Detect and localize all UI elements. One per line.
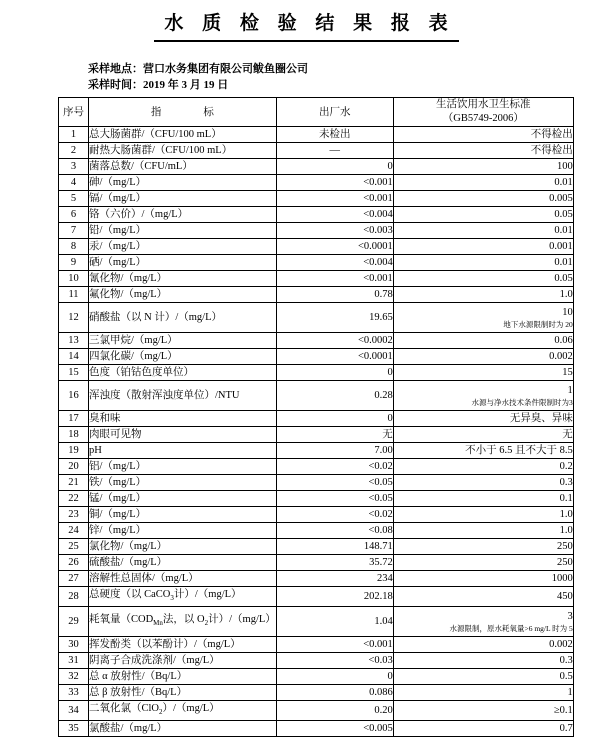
standard-cell: 1 [393, 685, 573, 701]
row-number-cell: 8 [59, 239, 89, 255]
standard-cell: 100 [393, 159, 573, 175]
row-number-cell: 15 [59, 365, 89, 381]
indicator-cell: 硫酸盐/（mg/L） [89, 555, 277, 571]
indicator-cell: 锌/（mg/L） [89, 523, 277, 539]
sampling-time: 采样时间：2019 年 3 月 19 日 [88, 79, 229, 91]
table-row [59, 303, 574, 333]
indicator-cell: 耗氧量（$COD_{Mn}$法，以 $O_2$计）/（mg/L） [89, 607, 277, 637]
standard-cell: 不得检出 [393, 127, 573, 143]
row-number-cell: 4 [59, 175, 89, 191]
table-row [59, 223, 574, 239]
outflow-value-cell: <0.0002 [276, 333, 393, 349]
table-row [59, 523, 574, 539]
standard-cell: 1000 [393, 571, 573, 587]
standard-cell: ≥0.1 [393, 701, 573, 721]
outflow-value-cell: — [276, 143, 393, 159]
header-no: 序号 [59, 98, 89, 127]
table-row [59, 685, 574, 701]
standard-cell: 0.06 [393, 333, 573, 349]
outflow-value-cell: <0.003 [276, 223, 393, 239]
outflow-value-cell: <0.0001 [276, 349, 393, 365]
row-number-cell: 1 [59, 127, 89, 143]
header-indicator: 指 标 [89, 98, 277, 127]
indicator-cell: 菌落总数/（CFU/mL） [89, 159, 277, 175]
indicator-cell: 总 α 放射性/（Bq/L） [89, 669, 277, 685]
row-number-cell: 17 [59, 411, 89, 427]
indicator-cell: 氰化物/（mg/L） [89, 271, 277, 287]
header-outflow: 出厂水 [276, 98, 393, 127]
row-number-cell: 5 [59, 191, 89, 207]
report-title-wrap [0, 8, 613, 42]
row-number-cell: 6 [59, 207, 89, 223]
row-number-cell: 33 [59, 685, 89, 701]
table-row [59, 653, 574, 669]
table-row [59, 555, 574, 571]
standard-cell: 不小于 6.5 且不大于 8.5 [393, 443, 573, 459]
results-table [58, 97, 574, 737]
indicator-cell: 三氯甲烷/（mg/L） [89, 333, 277, 349]
standard-cell: 无异臭、异味 [393, 411, 573, 427]
row-number-cell: 13 [59, 333, 89, 349]
table-row [59, 507, 574, 523]
outflow-value-cell: 0.78 [276, 287, 393, 303]
outflow-value-cell: <0.004 [276, 255, 393, 271]
table-row [59, 607, 574, 637]
outflow-value-cell: 未检出 [276, 127, 393, 143]
indicator-cell: 阴离子合成洗涤剂/（mg/L） [89, 653, 277, 669]
outflow-value-cell: <0.05 [276, 491, 393, 507]
indicator-cell: 硒/（mg/L） [89, 255, 277, 271]
indicator-cell: 肉眼可见物 [89, 427, 277, 443]
table-row [59, 637, 574, 653]
row-number-cell: 21 [59, 475, 89, 491]
indicator-cell: 氯酸盐/（mg/L） [89, 721, 277, 737]
outflow-value-cell: <0.03 [276, 653, 393, 669]
indicator-cell: 砷/（mg/L） [89, 175, 277, 191]
outflow-value-cell: <0.004 [276, 207, 393, 223]
row-number-cell: 7 [59, 223, 89, 239]
standard-cell: 0.1 [393, 491, 573, 507]
table-row [59, 287, 574, 303]
results-table-body [59, 127, 574, 737]
table-row [59, 365, 574, 381]
standard-cell: 0.005 [393, 191, 573, 207]
outflow-value-cell: 0 [276, 411, 393, 427]
row-number-cell: 30 [59, 637, 89, 653]
standard-cell: 0.002 [393, 349, 573, 365]
outflow-value-cell: <0.05 [276, 475, 393, 491]
header-standard-line1: 生活饮用水卫生标准 [436, 99, 531, 110]
standard-cell: 0.01 [393, 255, 573, 271]
standard-cell: 0.5 [393, 669, 573, 685]
outflow-value-cell: 无 [276, 427, 393, 443]
row-number-cell: 35 [59, 721, 89, 737]
outflow-value-cell: 0 [276, 365, 393, 381]
standard-cell: 无 [393, 427, 573, 443]
table-row [59, 143, 574, 159]
standard-cell: 1 水源与净水技术条件限制时为3 [393, 381, 573, 411]
table-row [59, 587, 574, 607]
indicator-cell: 耐热大肠菌群/（CFU/100 mL） [89, 143, 277, 159]
indicator-cell: 铬（六价）/（mg/L） [89, 207, 277, 223]
standard-cell: 1.0 [393, 523, 573, 539]
indicator-cell: 硝酸盐（以 N 计）/（mg/L） [89, 303, 277, 333]
standard-cell: 0.01 [393, 223, 573, 239]
outflow-value-cell: <0.02 [276, 507, 393, 523]
outflow-value-cell: <0.08 [276, 523, 393, 539]
row-number-cell: 20 [59, 459, 89, 475]
table-row [59, 701, 574, 721]
row-number-cell: 11 [59, 287, 89, 303]
standard-cell: 1.0 [393, 507, 573, 523]
row-number-cell: 28 [59, 587, 89, 607]
outflow-value-cell: 0.28 [276, 381, 393, 411]
outflow-value-cell: 0.20 [276, 701, 393, 721]
row-number-cell: 31 [59, 653, 89, 669]
standard-cell: 不得检出 [393, 143, 573, 159]
row-number-cell: 27 [59, 571, 89, 587]
indicator-cell: 挥发酚类（以苯酚计）/（mg/L） [89, 637, 277, 653]
indicator-cell: 总大肠菌群/（CFU/100 mL） [89, 127, 277, 143]
indicator-cell: 镉/（mg/L） [89, 191, 277, 207]
standard-cell: 0.3 [393, 653, 573, 669]
row-number-cell: 16 [59, 381, 89, 411]
outflow-value-cell: <0.02 [276, 459, 393, 475]
table-row [59, 191, 574, 207]
table-row [59, 571, 574, 587]
table-row [59, 175, 574, 191]
sampling-info [88, 61, 308, 93]
indicator-cell: 二氧化氯（ClO$_2$）/（mg/L） [89, 701, 277, 721]
outflow-value-cell: 148.71 [276, 539, 393, 555]
table-row [59, 333, 574, 349]
indicator-cell: 铜/（mg/L） [89, 507, 277, 523]
table-row [59, 427, 574, 443]
report-title: 水 质 检 验 结 果 报 表 [154, 8, 458, 42]
standard-cell: 250 [393, 555, 573, 571]
outflow-value-cell: 0 [276, 669, 393, 685]
indicator-cell: 四氯化碳/（mg/L） [89, 349, 277, 365]
standard-cell: 450 [393, 587, 573, 607]
table-row [59, 475, 574, 491]
standard-cell: 0.01 [393, 175, 573, 191]
indicator-cell: pH [89, 443, 277, 459]
row-number-cell: 23 [59, 507, 89, 523]
outflow-value-cell: <0.005 [276, 721, 393, 737]
standard-cell: 3 水源限制，原水耗氧量>6 mg/L 时为 5 [393, 607, 573, 637]
row-number-cell: 32 [59, 669, 89, 685]
indicator-cell: 铝/（mg/L） [89, 459, 277, 475]
indicator-cell: 氯化物/（mg/L） [89, 539, 277, 555]
indicator-cell: 色度（铂钴色度单位） [89, 365, 277, 381]
sampling-location: 采样地点：营口水务集团有限公司鲅鱼圈公司 [88, 63, 308, 75]
table-row [59, 459, 574, 475]
outflow-value-cell: <0.0001 [276, 239, 393, 255]
table-row [59, 207, 574, 223]
indicator-cell: 汞/（mg/L） [89, 239, 277, 255]
table-row [59, 443, 574, 459]
table-row [59, 539, 574, 555]
row-number-cell: 2 [59, 143, 89, 159]
table-row [59, 159, 574, 175]
outflow-value-cell: 1.04 [276, 607, 393, 637]
outflow-value-cell: <0.001 [276, 175, 393, 191]
table-row [59, 381, 574, 411]
indicator-cell: 总 β 放射性/（Bq/L） [89, 685, 277, 701]
table-row [59, 271, 574, 287]
standard-cell: 1.0 [393, 287, 573, 303]
row-number-cell: 12 [59, 303, 89, 333]
header-standard-line2: （GB5749-2006） [442, 113, 524, 124]
standard-cell: 0.002 [393, 637, 573, 653]
row-number-cell: 19 [59, 443, 89, 459]
standard-cell: 0.7 [393, 721, 573, 737]
outflow-value-cell: <0.001 [276, 191, 393, 207]
row-number-cell: 25 [59, 539, 89, 555]
outflow-value-cell: 0.086 [276, 685, 393, 701]
table-row [59, 669, 574, 685]
outflow-value-cell: 0 [276, 159, 393, 175]
outflow-value-cell: 234 [276, 571, 393, 587]
standard-cell: 10 地下水源限制时为 20 [393, 303, 573, 333]
table-row [59, 721, 574, 737]
row-number-cell: 34 [59, 701, 89, 721]
table-row [59, 491, 574, 507]
table-row [59, 239, 574, 255]
row-number-cell: 14 [59, 349, 89, 365]
indicator-cell: 浑浊度（散射浑浊度单位）/NTU [89, 381, 277, 411]
row-number-cell: 22 [59, 491, 89, 507]
standard-cell: 0.3 [393, 475, 573, 491]
outflow-value-cell: 202.18 [276, 587, 393, 607]
row-number-cell: 10 [59, 271, 89, 287]
row-number-cell: 18 [59, 427, 89, 443]
table-row [59, 411, 574, 427]
standard-cell: 15 [393, 365, 573, 381]
indicator-cell: 锰/（mg/L） [89, 491, 277, 507]
indicator-cell: 臭和味 [89, 411, 277, 427]
table-row [59, 127, 574, 143]
outflow-value-cell: <0.001 [276, 271, 393, 287]
row-number-cell: 26 [59, 555, 89, 571]
standard-cell: 0.05 [393, 207, 573, 223]
indicator-cell: 铅/（mg/L） [89, 223, 277, 239]
table-row [59, 255, 574, 271]
indicator-cell: 氟化物/（mg/L） [89, 287, 277, 303]
indicator-cell: 铁/（mg/L） [89, 475, 277, 491]
row-number-cell: 29 [59, 607, 89, 637]
outflow-value-cell: <0.001 [276, 637, 393, 653]
outflow-value-cell: 19.65 [276, 303, 393, 333]
indicator-cell: 溶解性总固体/（mg/L） [89, 571, 277, 587]
standard-cell: 0.05 [393, 271, 573, 287]
standard-cell: 0.2 [393, 459, 573, 475]
standard-cell: 0.001 [393, 239, 573, 255]
table-header-row [59, 98, 574, 127]
row-number-cell: 24 [59, 523, 89, 539]
row-number-cell: 9 [59, 255, 89, 271]
table-row [59, 349, 574, 365]
outflow-value-cell: 35.72 [276, 555, 393, 571]
row-number-cell: 3 [59, 159, 89, 175]
header-standard [393, 98, 573, 127]
standard-cell: 250 [393, 539, 573, 555]
indicator-cell: 总硬度（以 CaCO$_3$计）/（mg/L） [89, 587, 277, 607]
outflow-value-cell: 7.00 [276, 443, 393, 459]
